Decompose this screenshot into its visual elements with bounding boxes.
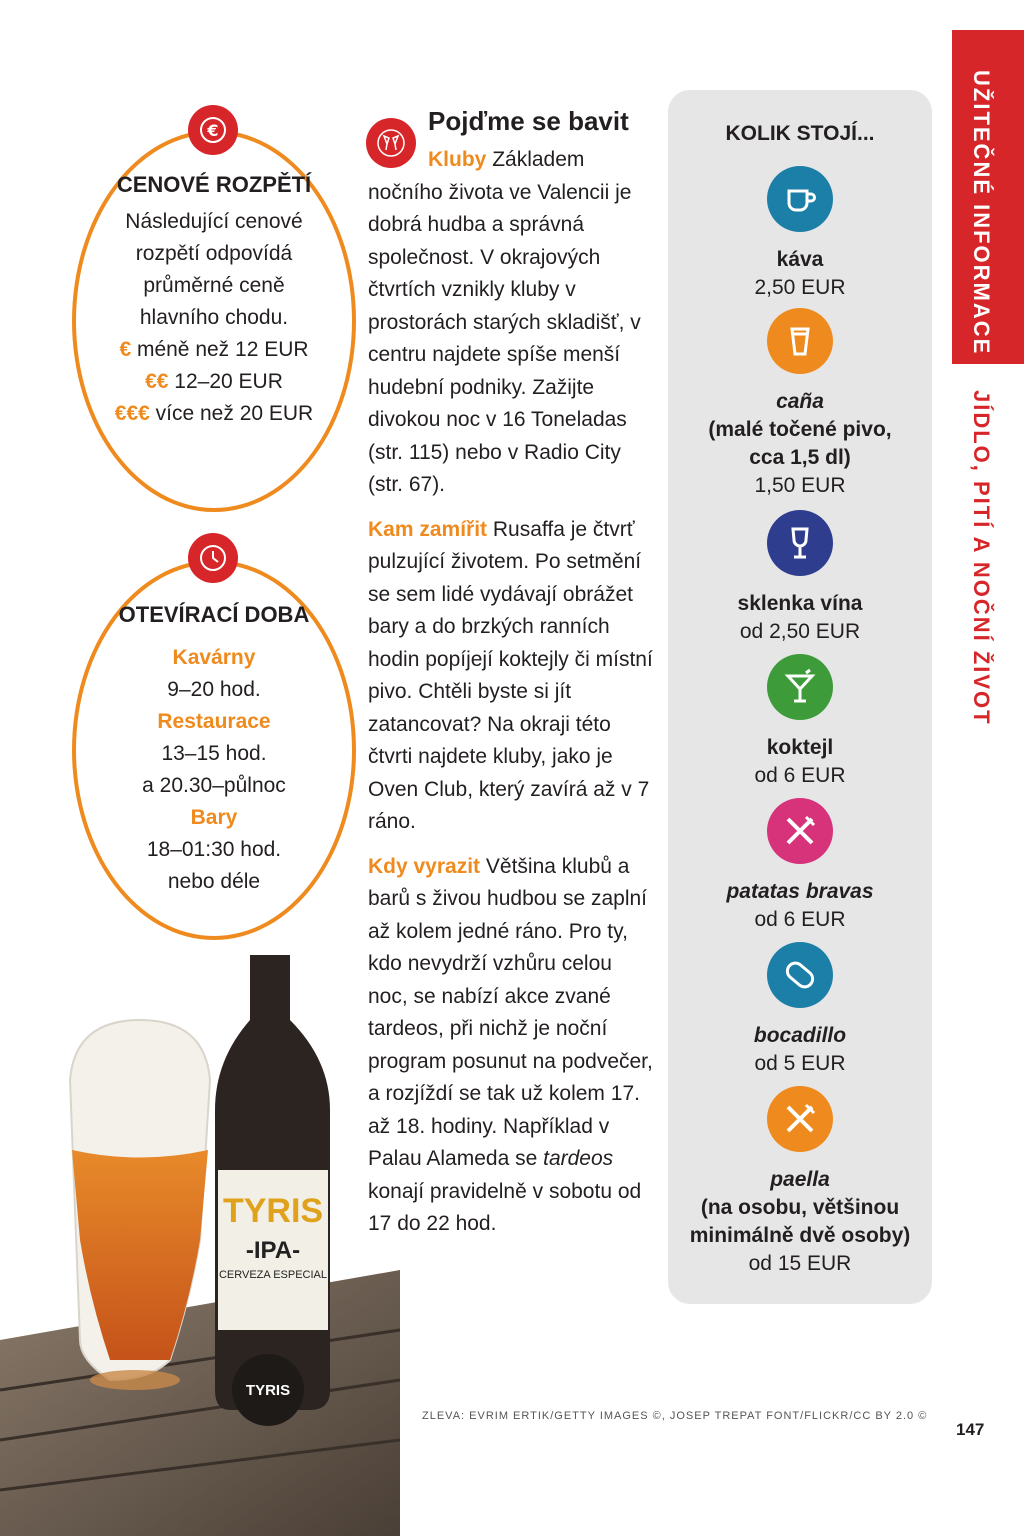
beer-photo [0, 940, 400, 1536]
sandwich-icon [767, 942, 833, 1008]
coffee-cup-icon [767, 166, 833, 232]
opening-hours-text: Kavárny 9–20 hod. Restaurace 13–15 hod. a 20.30–půlnoc Bary 18–01:30 hod. nebo déle [142, 646, 286, 893]
photo-credit: ZLEVA: EVRIM ERTIK/GETTY IMAGES ©, JOSEP TREPAT FONT/FLICKR/CC BY 2.0 © [422, 1410, 928, 1422]
article-body [368, 144, 653, 1253]
price-item: paella (na osobu, většinou minimálně dvě osoby) od 15 EUR [668, 1086, 932, 1278]
table [0, 1270, 400, 1536]
svg-text:€: € [207, 121, 219, 140]
beer-glass-icon [767, 308, 833, 374]
article-paragraph: Kluby Základem nočního života ve Valencii je dobrá hudba a správná společnost. V okrajových čtvrtích vznikly kluby v prostorách starých skladišť, v centru najdete spíše menší hudební podniky. Zažijte divokou noc v 16 Toneladas (str. 115) nebo v Radio City (str. 67). [368, 148, 641, 496]
wine-glass-icon [767, 510, 833, 576]
price-row: €€ 12–20 EUR [145, 370, 283, 393]
price-item: káva 2,50 EUR [668, 166, 932, 302]
price-item: patatas bravas od 6 EUR [668, 798, 932, 934]
page-number: 147 [956, 1420, 985, 1439]
chapter-label: JÍDLO, PITÍ A NOČNÍ ŽIVOT [969, 390, 994, 726]
price-range-title: CENOVÉ ROZPĚTÍ [116, 172, 312, 197]
price-range-box [72, 130, 356, 512]
price-item: koktejl od 6 EUR [668, 654, 932, 790]
article-title: Pojďme se bavit [428, 106, 629, 136]
section-tab-label: UŽITEČNÉ INFORMACE [969, 70, 994, 356]
article-paragraph: Kdy vyrazit Většina klubů a barů s živou hudbou se zaplní až kolem jedné ráno. Pro ty, kdo nevydrží vzhůru celou noc, se nabízí akce zvané tardeos, při nichž je noční program posunut na podvečer, a rozjíždí se tak už kolem 17. až 18. hodiny. Například v Palau Alameda se tardeos konají pravidelně v sobotu od 17 do 22 hod. [368, 854, 653, 1235]
price-range-text: Následující cenové rozpětí odpovídá průměrné ceně hlavního chodu. € méně než 12 EUR €€ 12–20 EUR €€€ více než 20 EUR [76, 206, 352, 430]
label-sub: CERVEZA ESPECIAL [218, 1269, 328, 1281]
prices-title: KOLIK STOJÍ... [725, 122, 875, 145]
price-item: bocadillo od 5 EUR [668, 942, 932, 1078]
price-row: €€€ více než 20 EUR [114, 402, 314, 425]
opening-hours-title: OTEVÍRACÍ DOBA [118, 602, 310, 627]
opening-hours-box [72, 560, 356, 940]
article-paragraph: Kam zamířit Rusaffa je čtvrť pulzující životem. Po setmění se sem lidé vydávají obrážet bary a do brzkých ranních hodin popíjejí koktejly či místní pivo. Chtěli byste si jít zatancovat? Na okraji této čtvrti najdete kluby, jako je Oven Club, který zavírá až v 7 ráno. [368, 517, 653, 833]
cap-brand: TYRIS [245, 1382, 291, 1399]
fork-knife-icon [767, 798, 833, 864]
clock-icon [188, 533, 238, 583]
label-style: -IPA- [245, 1237, 301, 1264]
euro-icon [188, 105, 238, 155]
label-brand: TYRIS [222, 1192, 324, 1230]
cocktail-icon [767, 654, 833, 720]
price-item: caña (malé točené pivo, cca 1,5 dl) 1,50 EUR [668, 308, 932, 500]
fork-knife-icon [767, 1086, 833, 1152]
price-row: € méně než 12 EUR [119, 338, 309, 361]
price-item: sklenka vína od 2,50 EUR [668, 510, 932, 646]
